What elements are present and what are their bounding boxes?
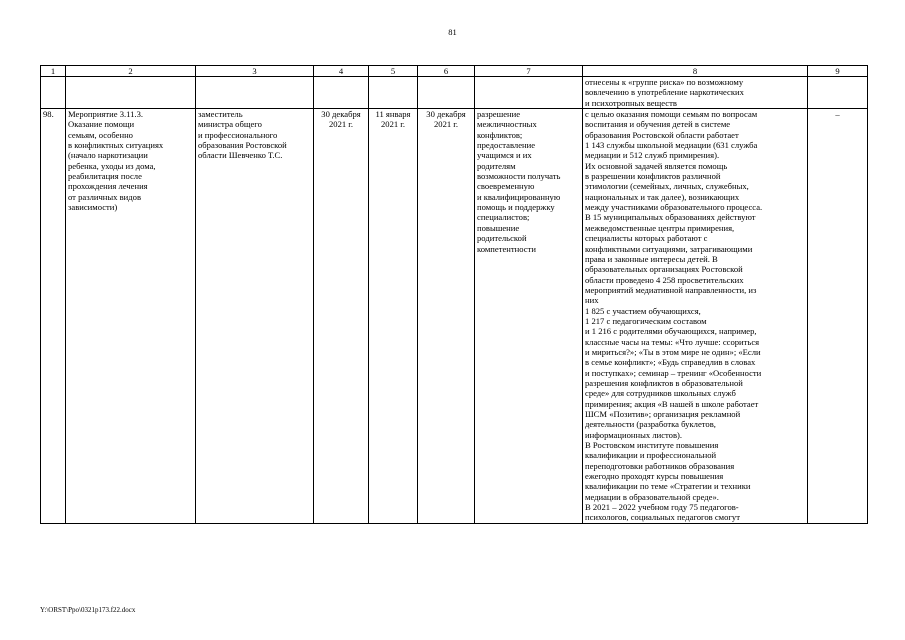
page-number: 81 [448,27,457,37]
column-number: 8 [583,66,808,77]
actual-start-date-cell: 11 января 2021 г. [369,109,418,524]
note-cell: – [808,109,868,524]
column-number: 1 [41,66,66,77]
column-number: 7 [475,66,583,77]
expected-result-cell: разрешение межличностных конфликтов; предоставление учащимся и их родителям возможности получать своевременную и квалифицированную помощь и поддержку специалистов; повышение родительской компетентности [475,109,583,524]
measure-cell: Мероприятие 3.11.3. Оказание помощи семьям, особенно в конфликтных ситуациях (начало наркотизации ребенка, уходы из дома, реабилитация после прохождения лечения от различных видов зависимости) [66,109,196,524]
column-number: 2 [66,66,196,77]
report-table [40,65,868,524]
column-number: 5 [369,66,418,77]
actual-end-date-cell: 30 декабря 2021 г. [418,109,475,524]
file-path-footer: Y:\ORST\Ppo\0321p173.f22.docx [40,606,136,614]
column-number: 3 [196,66,314,77]
row-number: 98. [41,109,66,524]
column-number: 6 [418,66,475,77]
column-number-row [41,66,868,77]
responsible-cell: заместитель министра общего и профессионального образования Ростовской области Шевченко Т.С. [196,109,314,524]
planned-date-cell: 30 декабря 2021 г. [314,109,369,524]
actual-result-cell: с целью оказания помощи семьям по вопросам воспитания и обучения детей в системе образования Ростовской области работает 1 143 службы школьной медиации (631 служба медиации и 512 служб примирения). Их основной задачей является помощь в разрешении конфликтов различной этимологии (семейных, личных, служебных, национальных и так далее), возникающих между участниками образовательного процесса. В 15 муниципальных образованиях действуют межведомственные центры примирения, специалисты которых работают с конфликтными ситуациями, затрагивающими права и законные интересы детей. В образовательных организациях Ростовской области проведено 4 258 просветительских мероприятий медиативной направленности, из них 1 825 с участием обучающихся, 1 217 с педагогическим составом и 1 216 с родителями обучающихся, например, классные часы на темы: «Что лучше: ссориться и мириться?»; «Ты в этом мире не один»; «Если в семье конфликт»; «Будь справедлив в словах и поступках»; семинар – тренинг «Особенности разрешения конфликтов в образовательной среде» для сотрудников школьных служб примирения; акция «В нашей в школе работает ШСМ «Позитив»; организация рекламной деятельности (разработка буклетов, информационных листов). В Ростовском институте повышения квалификации и профессиональной переподготовки работников образования ежегодно проходят курсы повышения квалификации по теме «Стратегии и техники медиации в образовательной среде». В 2021 – 2022 учебном году 75 педагогов- психологов, социальных педагогов смогут [583,109,808,524]
table-row [41,109,868,524]
continuation-text: отнесены к «группе риска» по возможному вовлечению в употребление наркотических и психотропных веществ [583,77,808,109]
column-number: 4 [314,66,369,77]
column-number: 9 [808,66,868,77]
continuation-row [41,77,868,109]
